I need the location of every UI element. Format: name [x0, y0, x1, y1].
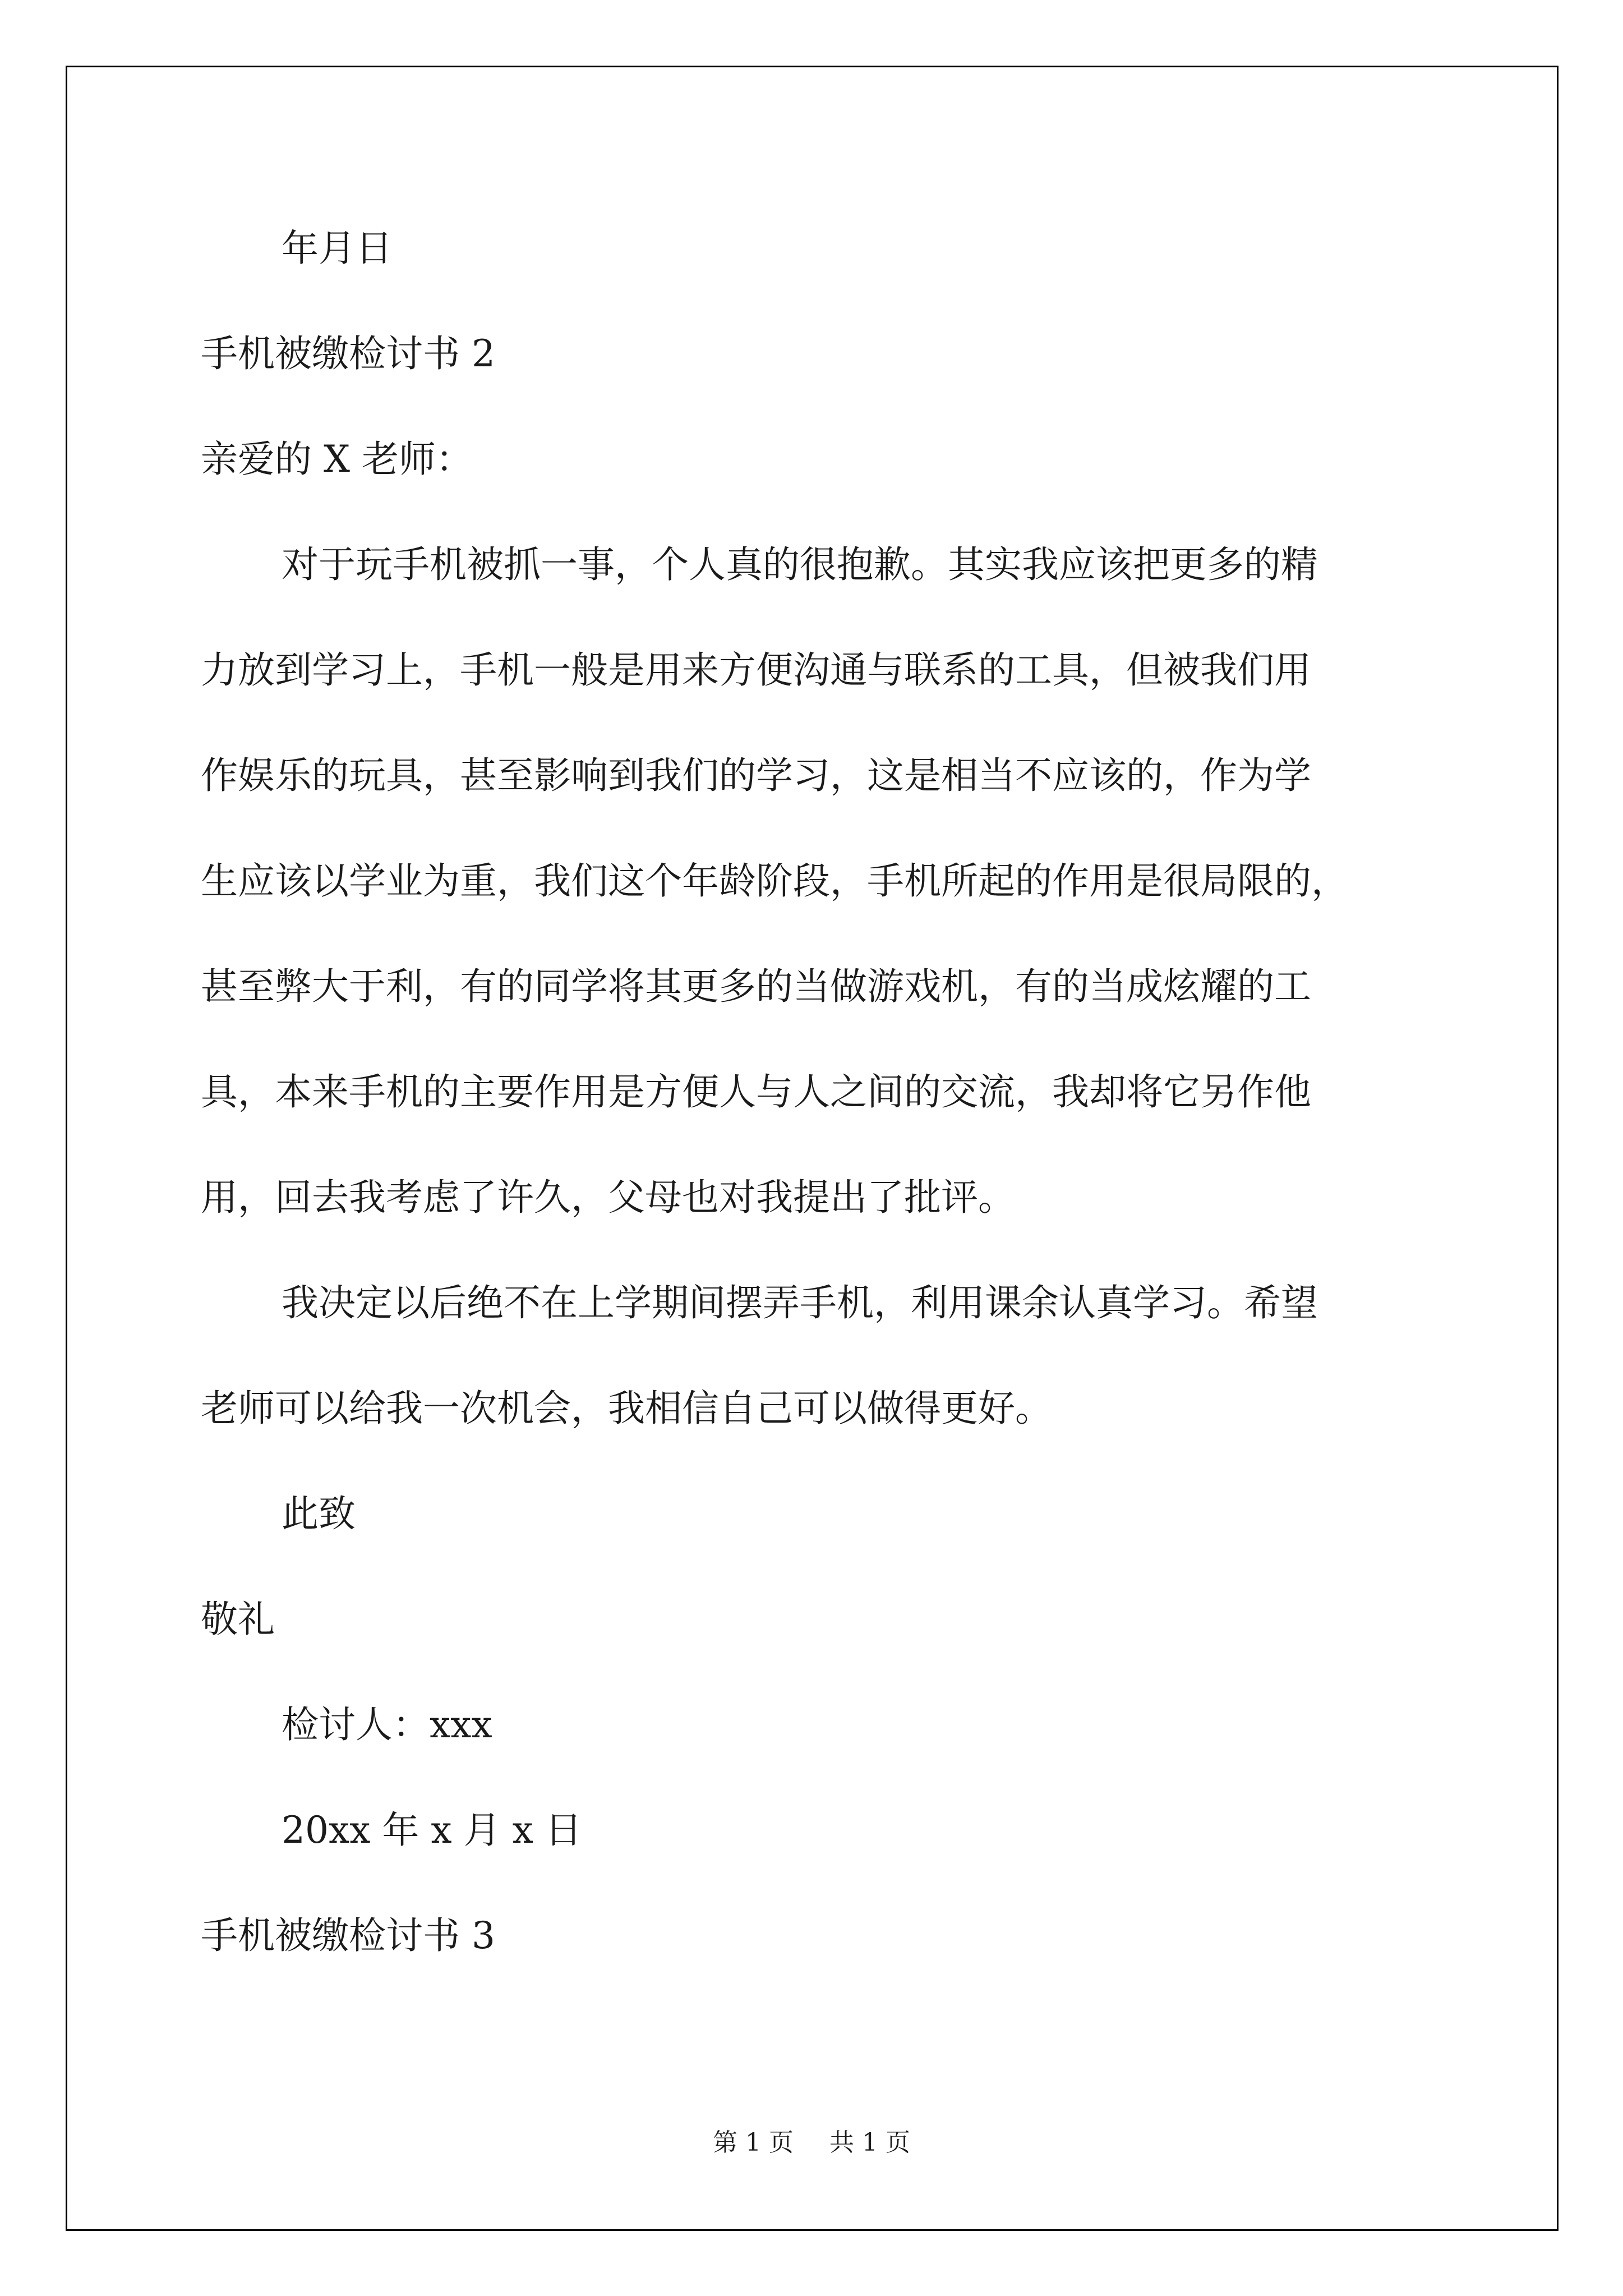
section-title-2: 手机被缴检讨书 2	[201, 332, 495, 375]
closing-jingli: 敬礼	[201, 1598, 275, 1641]
page-number-total: 共 1 页	[829, 2128, 910, 2157]
page-number-current: 第 1 页	[713, 2128, 794, 2157]
page-footer	[0, 2126, 1623, 2160]
paragraph-line: 对于玩手机被抓一事，个人真的很抱歉。其实我应该把更多的精	[282, 543, 1318, 586]
signature-line: 检讨人：xxx	[282, 1703, 492, 1746]
section-title-3: 手机被缴检讨书 3	[201, 1914, 495, 1957]
salutation: 亲爱的 X 老师：	[201, 438, 473, 481]
paragraph-line: 用，回去我考虑了许久，父母也对我提出了批评。	[201, 1176, 1015, 1219]
paragraph-line: 甚至弊大于利，有的同学将其更多的当做游戏机，有的当成炫耀的工	[201, 965, 1311, 1008]
page-border	[66, 66, 1559, 2231]
paragraph-line: 我决定以后绝不在上学期间摆弄手机，利用课余认真学习。希望	[282, 1281, 1318, 1324]
paragraph-line: 具，本来手机的主要作用是方便人与人之间的交流，我却将它另作他	[201, 1070, 1311, 1114]
signature-date: 20xx 年 x 月 x 日	[282, 1809, 582, 1852]
paragraph-line: 老师可以给我一次机会，我相信自己可以做得更好。	[201, 1387, 1052, 1430]
paragraph-line: 作娱乐的玩具，甚至影响到我们的学习，这是相当不应该的，作为学	[201, 754, 1311, 797]
date-line: 年月日	[282, 227, 393, 270]
paragraph-line: 力放到学习上，手机一般是用来方便沟通与联系的工具，但被我们用	[201, 648, 1311, 692]
closing-cizhi: 此致	[282, 1492, 356, 1535]
paragraph-line: 生应该以学业为重，我们这个年龄阶段，手机所起的作用是很局限的，	[201, 859, 1348, 903]
